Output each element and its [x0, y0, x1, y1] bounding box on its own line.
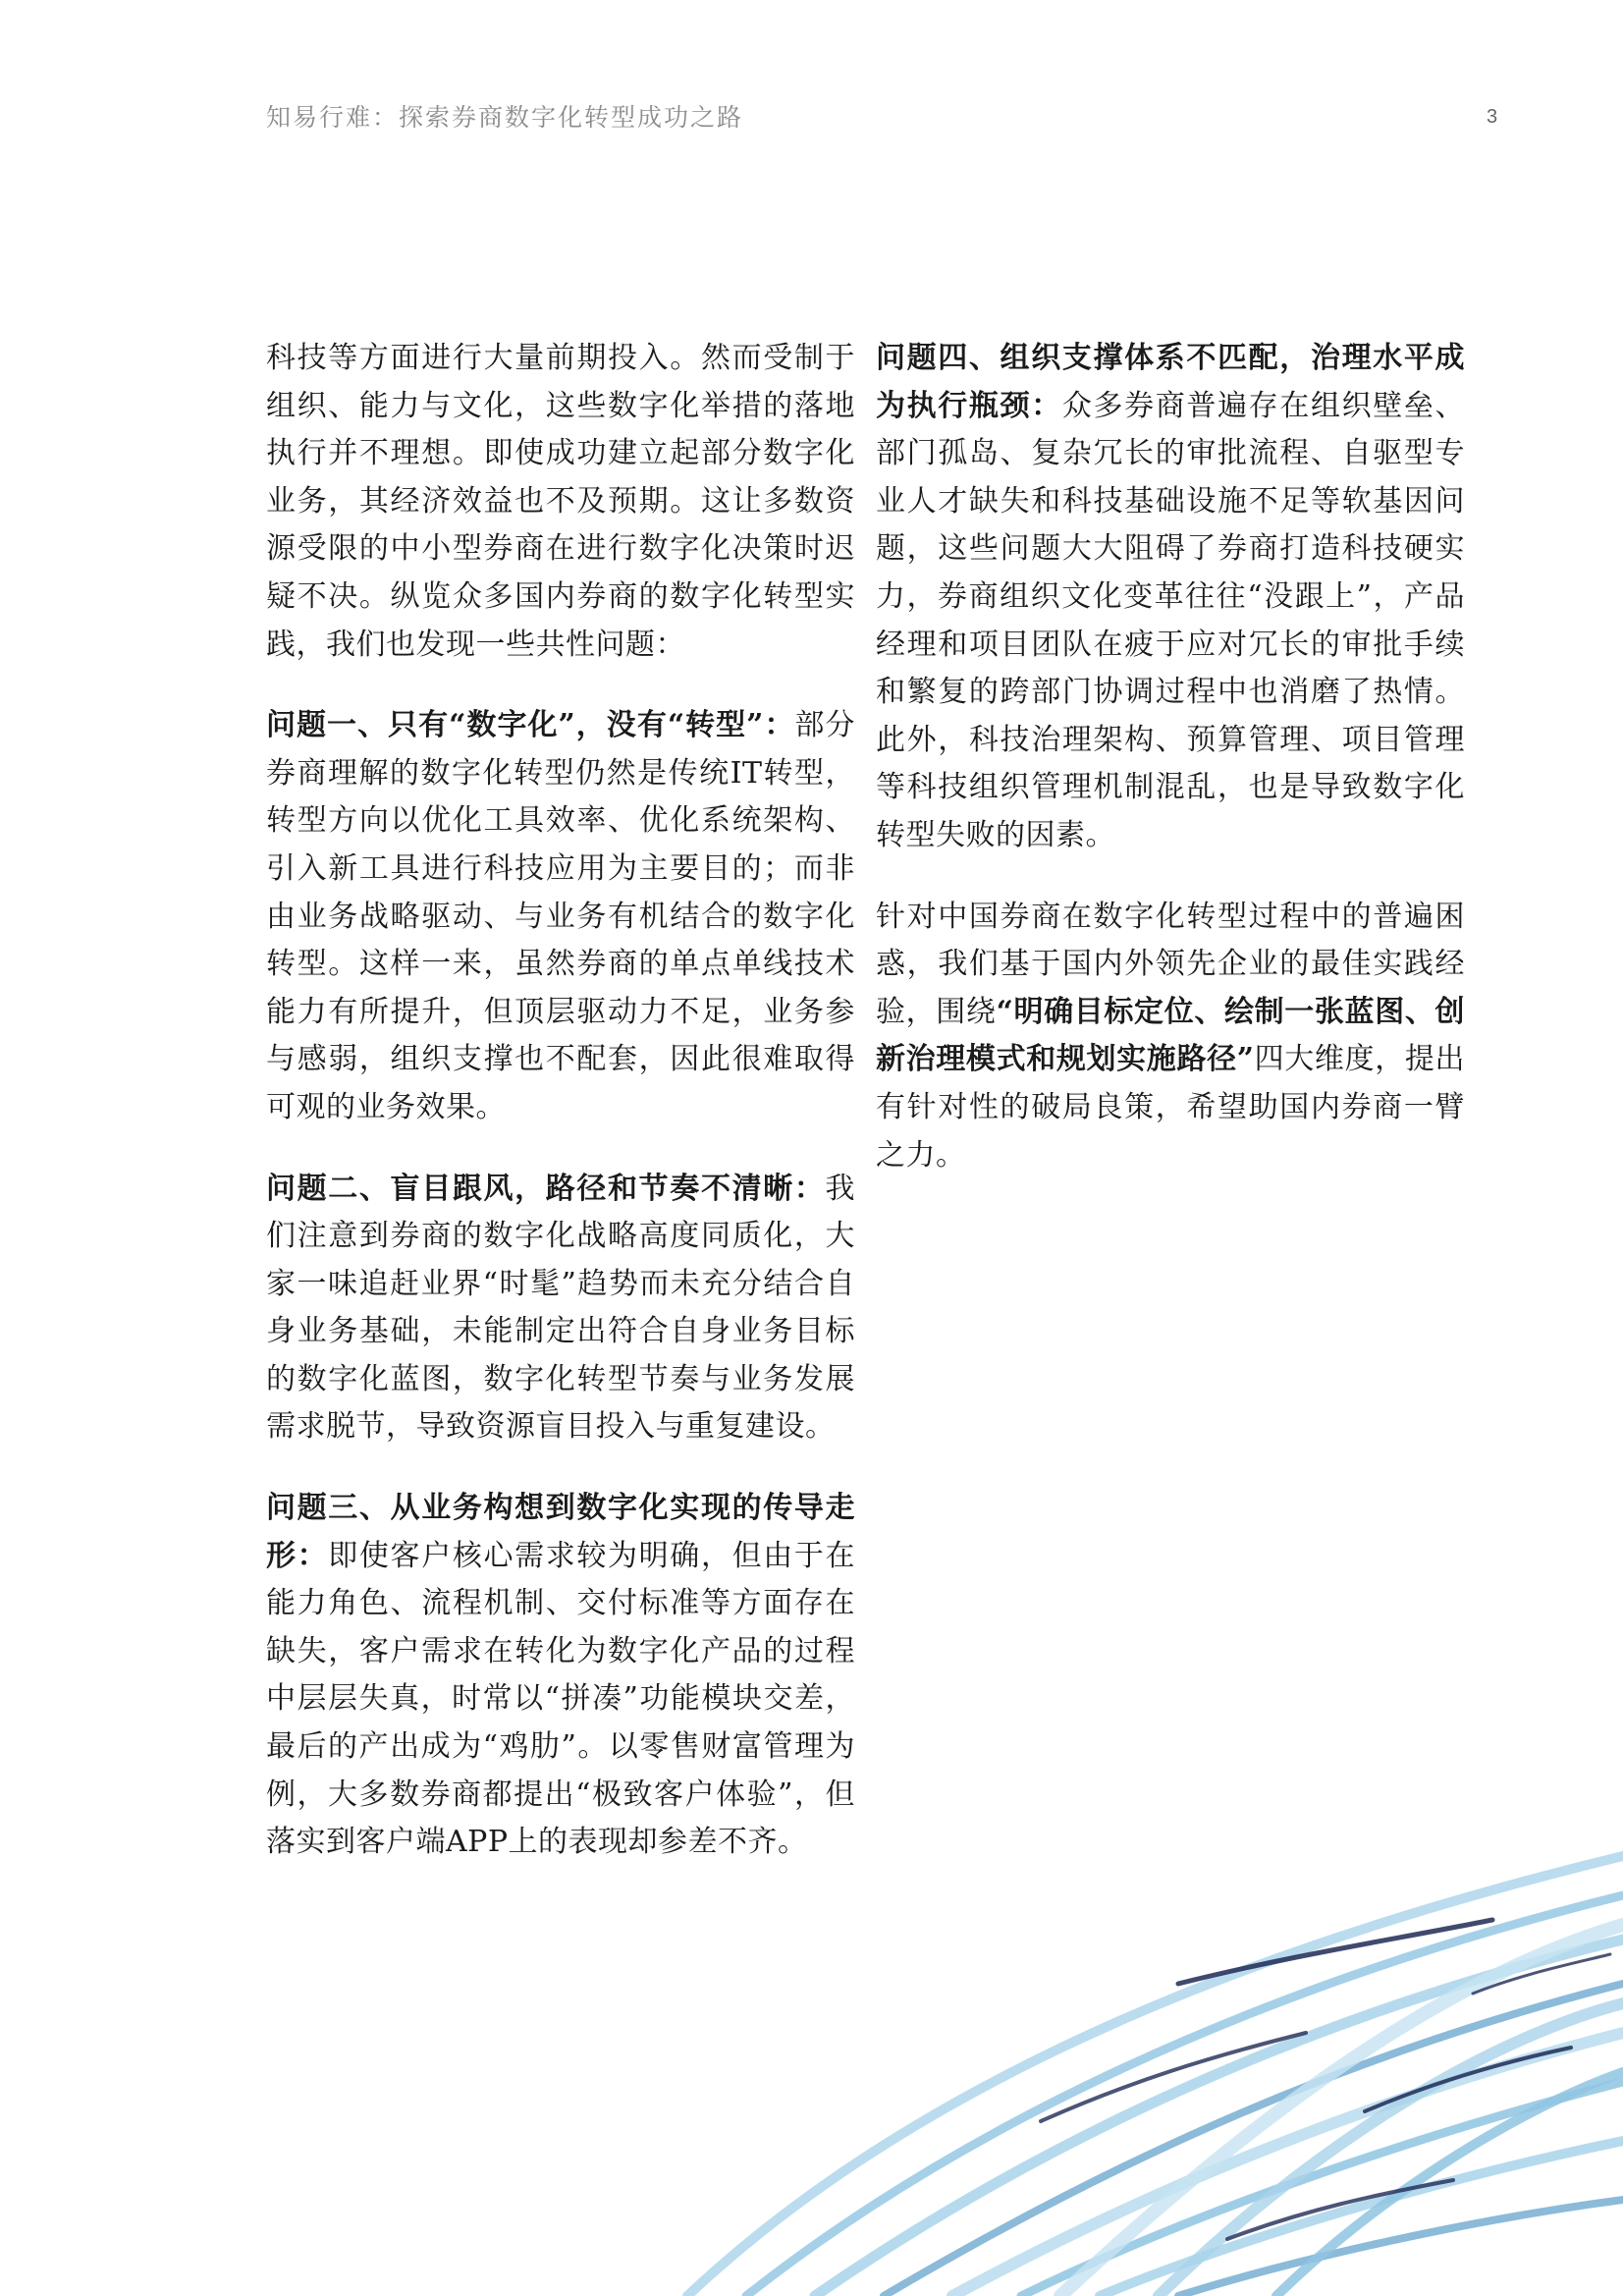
page-number: 3 — [1487, 106, 1498, 128]
problem-one-heading: 问题一、只有“数字化”，没有“转型”： — [266, 708, 795, 743]
wave-line — [746, 1895, 1623, 2296]
problem-four-heading: 问题四、组织支撑体系不匹配，治理水平成为执行瓶颈： — [876, 341, 1465, 423]
wave-line-dark — [1365, 2048, 1571, 2111]
running-header-title: 知易行难：探索券商数字化转型成功之路 — [266, 103, 744, 132]
paragraph-problem-four — [876, 335, 1465, 860]
conclusion-dimensions: “明确目标定位、绘制一张蓝图、创新治理模式和规划实施路径” — [876, 994, 1465, 1077]
right-column — [876, 335, 1465, 1213]
problem-one-body: 部分券商理解的数字化转型仍然是传统IT转型，转型方向以优化工具效率、优化系统架构、引入新工具进行科技应用为主要目的；而非由业务战略驱动、与业务有机结合的数字化转型。这样一来，虽然券商的单点单线技术能力有所提升，但顶层驱动力不足，业务参与感弱，组织支撑也不配套，因此很难取得可观的业务效果。 — [266, 708, 855, 1124]
wave-line — [1276, 2072, 1623, 2296]
wave-line-dark — [1473, 1954, 1610, 1994]
problem-three-body: 即使客户核心需求较为明确，但由于在能力角色、流程机制、交付标准等方面存在缺失，客户需求在转化为数字化产品的过程中层层失真，时常以“拼凑”功能模块交差，最后的产出成为“鸡肋”。以零售财富管理为例，大多数券商都提出“极致客户体验”，但落实到客户端APP上的表现却参差不齐。 — [266, 1538, 856, 1860]
wave-line — [884, 1984, 1623, 2296]
problem-four-body: 众多券商普遍存在组织壁垒、部门孤岛、复杂冗长的审批流程、自驱型专业人才缺失和科技基础设施不足等软基因问题，这些问题大大阻碍了券商打造科技硬实力，券商组织文化变革往往“没跟上”，产品经理和项目团队在疲于应对冗长的审批手续和繁复的跨部门协调过程中也消磨了热情。此外，科技治理架构、预算管理、项目管理等科技组织管理机制混乱，也是导致数字化转型失败的因素。 — [876, 388, 1466, 852]
wave-line — [1159, 2003, 1623, 2296]
wave-line — [952, 2033, 1623, 2296]
wave-line — [815, 1940, 1623, 2296]
wave-line-dark — [1227, 2180, 1453, 2239]
paragraph-problem-one — [266, 702, 855, 1131]
paragraph-problem-two — [266, 1166, 855, 1452]
wave-line — [1021, 2082, 1623, 2296]
paragraph-intro: 科技等方面进行大量前期投入。然而受制于组织、能力与文化，这些数字化举措的落地执行并不理想。即使成功建立起部分数字化业务，其经济效益也不及预期。这让多数资源受限的中小型券商在进行数字化决策时迟疑不决。纵览众多国内券商的数字化转型实践，我们也发现一些共性问题： — [266, 341, 855, 662]
wave-line — [687, 1856, 1623, 2296]
conclusion-tail: 四大维度，提出有针对性的破局良策，希望助国内券商一臂之力。 — [876, 1042, 1465, 1173]
wave-line — [1178, 2200, 1623, 2296]
conclusion-lead: 针对中国券商在数字化转型过程中的普遍困惑，我们基于国内外领先企业的最佳实践经验，围绕 — [876, 899, 1465, 1029]
problem-two-body: 我们注意到券商的数字化战略高度同质化，大家一味追赶业界“时髦”趋势而未充分结合自身业务基础，未能制定出符合自身业务目标的数字化蓝图，数字化转型节奏与业务发展需求脱节，导致资源盲目投入与重复建设。 — [266, 1171, 855, 1445]
problem-two-heading: 问题二、盲目跟风，路径和节奏不清晰： — [266, 1171, 826, 1206]
paragraph-problem-three — [266, 1485, 855, 1867]
wave-line — [1060, 1925, 1623, 2296]
wave-line — [1100, 2141, 1623, 2296]
left-column — [266, 335, 855, 1900]
problem-three-heading: 问题三、从业务构想到数字化实现的传导走形： — [266, 1491, 855, 1573]
paragraph-conclusion — [876, 894, 1465, 1180]
wave-line-dark — [1178, 1920, 1492, 1984]
wave-line-dark — [1041, 2033, 1306, 2121]
